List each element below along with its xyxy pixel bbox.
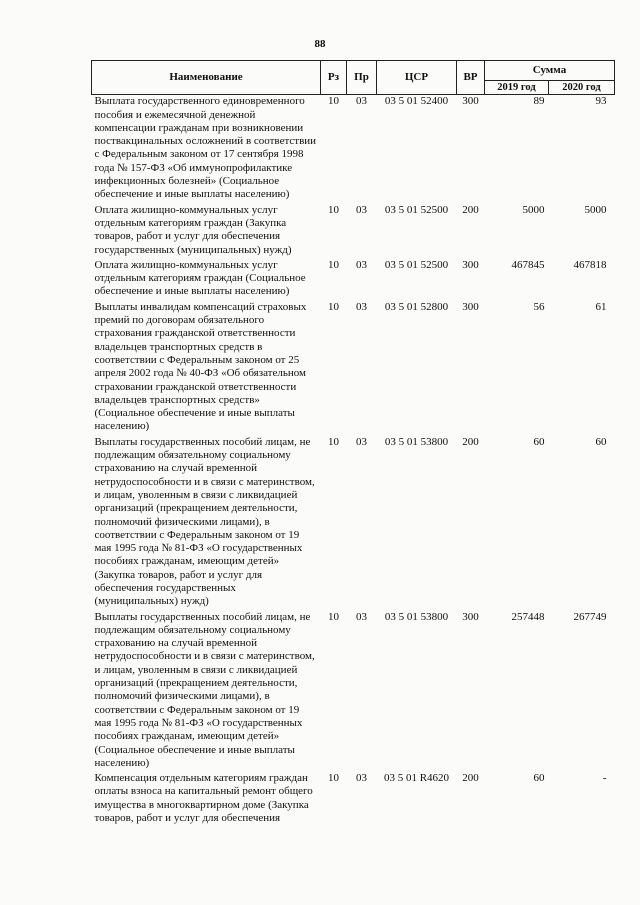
table-row: [92, 301, 615, 436]
header-sum: Сумма: [485, 61, 615, 81]
row-pr: 03: [356, 610, 367, 623]
row-sum-2019: 5000: [522, 203, 545, 216]
row-vr: 200: [462, 203, 479, 216]
row-csr: 03 5 01 53800: [384, 435, 449, 448]
row-rz: 10: [328, 300, 339, 313]
table-body: [92, 95, 615, 828]
row-rz: 10: [328, 610, 339, 623]
row-name: Компенсация отдельным категориям граждан оплаты взноса на капитальный ремонт общего имущества в многоквартирном доме (Закупка товаров, работ и услуг для обеспечения: [94, 772, 313, 825]
header-name: Наименование: [92, 61, 321, 95]
row-sum-2019: 56: [533, 300, 545, 313]
header-year-2019: 2019 год: [485, 81, 549, 95]
row-sum-2019: 467845: [511, 258, 545, 271]
row-sum-2019: 89: [533, 95, 545, 108]
row-pr: 03: [356, 95, 367, 108]
row-sum-2019: 257448: [511, 610, 545, 623]
row-vr: 200: [462, 772, 479, 785]
row-pr: 03: [356, 772, 367, 785]
header-pr: Пр: [347, 61, 377, 95]
table-header: [92, 61, 615, 95]
row-csr: 03 5 01 52500: [384, 203, 449, 216]
row-pr: 03: [356, 258, 367, 271]
row-name: Выплата государственного единовременного пособия и ежемесячной денежной компенсации гражданам при возникновении поствакцинальных осложнений в соответствии с Федеральным законом от 17 сентября 1998 года № 157-ФЗ «Об иммунопрофилактике инфекционных болезней» (Социальное обеспечение и иные выплаты населению): [94, 95, 317, 201]
row-sum-2020: 467818: [573, 258, 607, 271]
row-name: Выплаты инвалидам компенсаций страховых премий по договорам обязательного страхования гражданской ответственности владельцев транспортных средств в соответствии с Федеральным законом от 25 апреля 2002 года № 40-ФЗ «Об обязательном страховании гражданской ответственности владельцев транспортных средств» (Социальное обеспечение и иные выплаты населению): [94, 300, 307, 433]
header-rz: Рз: [321, 61, 347, 95]
row-pr: 03: [356, 435, 367, 448]
row-pr: 03: [356, 203, 367, 216]
row-sum-2020: 93: [595, 95, 607, 108]
row-rz: 10: [328, 203, 339, 216]
row-rz: 10: [328, 95, 339, 108]
table-row: [92, 259, 615, 301]
row-rz: 10: [328, 435, 339, 448]
budget-table: [91, 60, 615, 827]
row-csr: 03 5 01 52500: [384, 258, 449, 271]
header-csr: ЦСР: [377, 61, 457, 95]
header-year-2020: 2020 год: [549, 81, 615, 95]
row-vr: 200: [462, 435, 479, 448]
table-row: [92, 204, 615, 259]
row-name: Оплата жилищно-коммунальных услуг отдельным категориям граждан (Закупка товаров, работ и услуг для обеспечения государственных (муниципальных) нужд): [94, 203, 292, 256]
header-vr: ВР: [457, 61, 485, 95]
row-vr: 300: [462, 610, 479, 623]
row-name: Выплаты государственных пособий лицам, не подлежащим обязательному социальному страхованию на случай временной нетрудоспособности и в связи с материнством, и лицам, уволенным в связи с ликвидацией организаций (прекращением деятельности, полномочий физическими лицами), в соответствии с Федеральным законом от 19 мая 1995 года № 81-ФЗ «О государственных пособиях гражданам, имеющим детей» (Социальное обеспечение и иные выплаты населению): [94, 610, 315, 769]
row-csr: 03 5 01 52400: [384, 95, 449, 108]
row-sum-2020: 60: [595, 435, 607, 448]
row-sum-2020: -: [602, 772, 607, 785]
table-row: [92, 95, 615, 204]
row-sum-2019: 60: [533, 435, 545, 448]
table-row: [92, 436, 615, 611]
row-name: Оплата жилищно-коммунальных услуг отдельным категориям граждан (Социальное обеспечение и иные выплаты населению): [94, 258, 306, 298]
page-number: 88: [314, 38, 326, 50]
table-row: [92, 772, 615, 827]
row-sum-2020: 61: [595, 300, 607, 313]
row-sum-2020: 5000: [584, 203, 607, 216]
row-csr: 03 5 01 52800: [384, 300, 449, 313]
row-csr: 03 5 01 R4620: [383, 772, 450, 785]
row-pr: 03: [356, 300, 367, 313]
row-vr: 300: [462, 258, 479, 271]
table-row: [92, 611, 615, 773]
row-csr: 03 5 01 53800: [384, 610, 449, 623]
row-sum-2020: 267749: [573, 610, 607, 623]
row-name: Выплаты государственных пособий лицам, не подлежащим обязательному социальному страхованию на случай временной нетрудоспособности и в связи с материнством, и лицам, уволенным в связи с ликвидацией организаций (прекращением деятельности, полномочий физическими лицами), в соответствии с Федеральным законом от 19 мая 1995 года № 81-ФЗ «О государственных пособиях гражданам, имеющим детей» (Закупка товаров, работ и услуг для обеспечения государственных (муниципальных) нужд): [94, 435, 315, 608]
row-rz: 10: [328, 258, 339, 271]
row-vr: 300: [462, 95, 479, 108]
row-rz: 10: [328, 772, 339, 785]
row-sum-2019: 60: [533, 772, 545, 785]
row-vr: 300: [462, 300, 479, 313]
